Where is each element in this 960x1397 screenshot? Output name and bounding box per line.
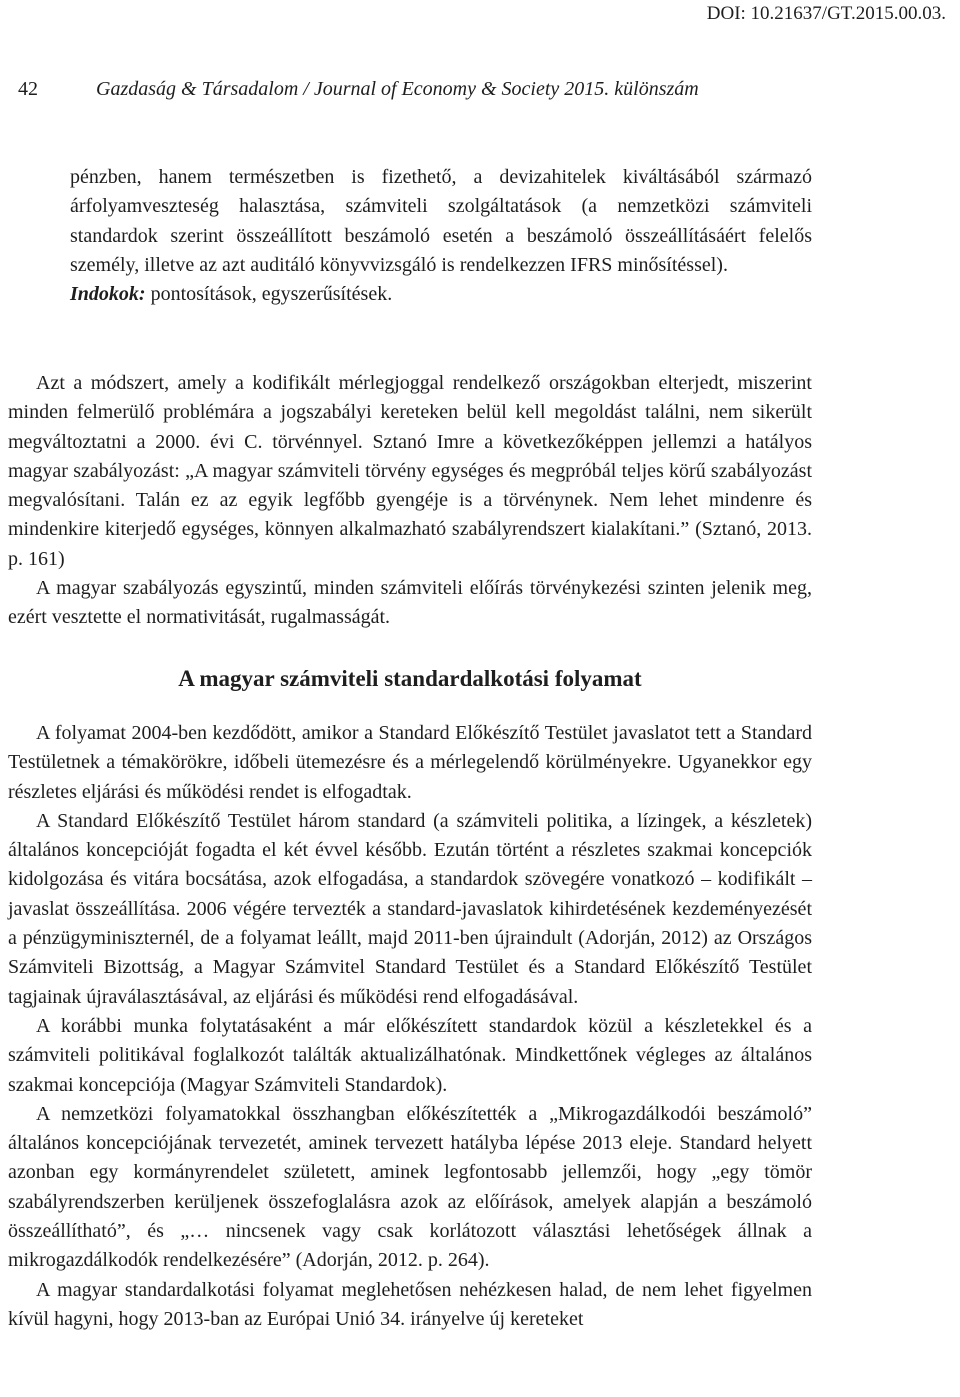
body-paragraph: A magyar standardalkotási folyamat meglehetősen nehézkesen halad, de nem lehet figyelmen kívül hagyni, hogy 2013-ban az Európai Unió 34. irányelve új kereteket [8, 1278, 812, 1330]
body-paragraph: A nemzetközi folyamatokkal összhangban előkészítették a „Mikrogazdálkodói beszámoló” általános koncepciójának tervezetét, aminek tervezett hatályba lépése 2013 eleje. Standard helyett azonban egy kormányrendelet született, aminek legfontosabb jellemzői, hogy „egy tömör szabályrendszerben kerüljenek összefoglalásra azok az előírások, amelyek alapján a beszámoló összeállítható”, és „… nincsenek vagy csak korlátozott választási lehetőségek állnak a mikrogazdálkodók rendelkezésére” (Adorján, 2012. p. 264). [8, 1102, 812, 1272]
top-text-block [70, 163, 812, 309]
body-paragraph: Azt a módszert, amely a kodifikált mérlegjoggal rendelkező országokban elterjedt, miszerint minden felmerülő problémára a jogszabályi kereteken belül kell megoldást találni, nem sikerült megváltoztatni a 2000. évi C. törvénnyel. Sztanó Imre a következőképpen jellemzi a hatályos magyar szabályozást: „A magyar számviteli törvény egységes és megpróbál teljes körű szabályozást megvalósítani. Talán ez az egyik legfőbb gyengéje is a törvénynek. Nem lehet mindenre és mindenkire kiterjedő egységes, könnyen alkalmazható szabályrendszert kialakítani.” (Sztanó, 2013. p. 161) [8, 372, 812, 570]
body-paragraph: A Standard Előkészítő Testület három standard (a számviteli politika, a lízingek, a készletek) általános koncepcióját fogadta el két évvel később. Ezután történt a részletes szakmai koncepciók kidolgozása és vitára bocsátása, azok elfogadása, a standardok szövegére vonatkozó – kodifikált – javaslat összeállítása. 2006 végére tervezték a standard-javaslatok kihirdetésének kezdeményezését a pénzügyminiszternél, de a folyamat leállt, majd 2011-ben újraindult (Adorján, 2012) az Országos Számviteli Bizottság, a Magyar Számvitel Standard Testület és a Standard Előkészítő Testület tagjainak újraválasztásával, az eljárási és működési rend elfogadásával. [8, 809, 812, 1008]
reasons-text: pontosítások, egyszerűsítések. [145, 283, 393, 306]
page-number: 42 [18, 78, 38, 100]
post-heading-text-block [8, 719, 812, 1334]
reasons-label: Indokok: [70, 283, 146, 306]
body-paragraph: A folyamat 2004-ben kezdődött, amikor a Standard Előkészítő Testület javaslatot tett a Standard Testületnek a témakörökre, időbeli ütemezésre és a mérlegelendő körülményekre. Ugyanekkor egy részletes eljárási és működési rendet is elfogadtak. [8, 722, 812, 803]
running-header [18, 76, 699, 102]
journal-title: Gazdaság & Társadalom / Journal of Economy & Society 2015. különszám [96, 78, 699, 100]
doi-label: DOI: 10.21637/GT.2015.00.03. [706, 3, 946, 24]
pre-heading-text-block [8, 369, 812, 633]
body-paragraph: A korábbi munka folytatásaként a már előkészített standardok közül a készletekkel és a számviteli politikával foglalkozót találták aktualizálhatónak. Mindkettőnek végleges az általános szakmai koncepciója (Magyar Számviteli Standardok). [8, 1014, 812, 1096]
body-paragraph: A magyar szabályozás egyszintű, minden számviteli előírás törvénykezési szinten jelenik meg, ezért vesztette el normativitását, rugalmasságát. [8, 577, 812, 629]
body-paragraph-continued: pénzben, hanem természetben is fizethető, a devizahitelek kiváltásából származó árfolyamveszteség halasztása, számviteli szolgáltatások (a nemzetközi számviteli standardok szerint összeállított beszámoló esetén a beszámoló összeállításáért felelős személy, illetve az azt auditáló könyvvizsgáló is rendelkezzen IFRS minősítéssel). [70, 166, 812, 276]
reasons-line [70, 280, 812, 309]
section-heading: A magyar számviteli standardalkotási folyamat [178, 666, 642, 691]
